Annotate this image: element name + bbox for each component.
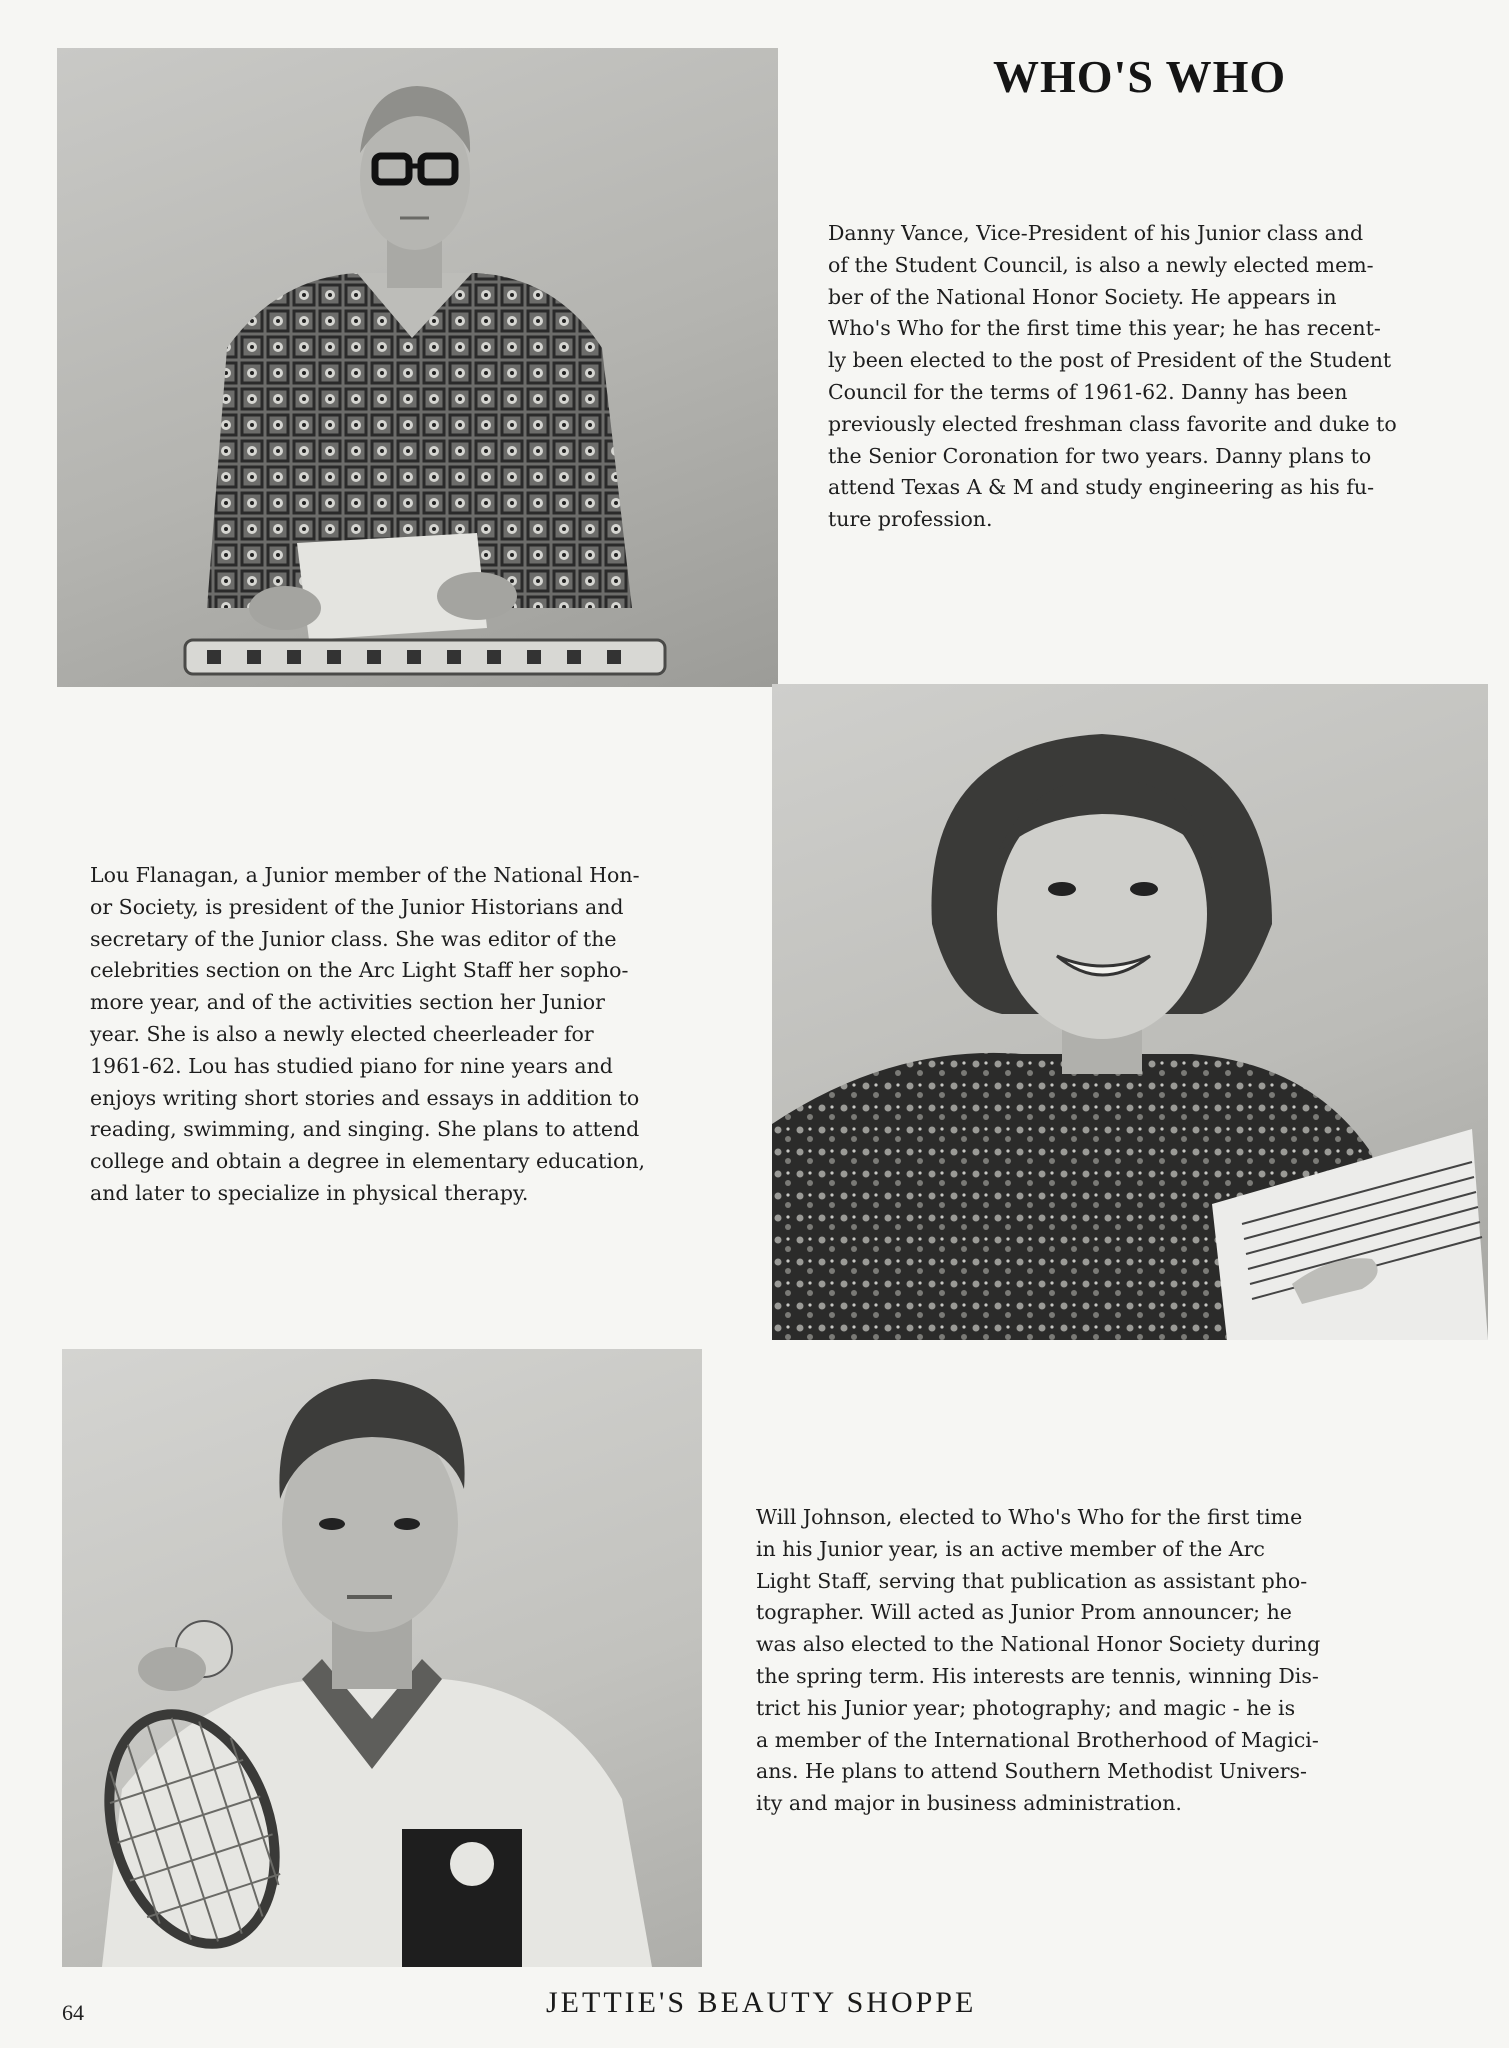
bio-danny-vance <box>828 218 1398 536</box>
portrait-photo-danny-vance <box>57 48 778 687</box>
bio-line: Light Staff, serving that publication as assistant pho- <box>756 1568 1308 1593</box>
bio-will-johnson <box>756 1502 1336 1820</box>
bio-line: enjoys writing short stories and essays in addition to <box>90 1085 640 1110</box>
bio-line: and later to specialize in physical therapy. <box>90 1180 529 1205</box>
sponsor-ad: JETTIE'S BEAUTY SHOPPE <box>546 1986 977 2019</box>
bio-line: 1961-62. Lou has studied piano for nine years and <box>90 1053 613 1078</box>
bio-line: of the Student Council, is also a newly elected mem- <box>828 252 1374 277</box>
bio-line: tographer. Will acted as Junior Prom announcer; he <box>756 1600 1292 1625</box>
page-title: WHO'S WHO <box>993 51 1287 102</box>
bio-line: was also elected to the National Honor Society during <box>756 1632 1321 1657</box>
bio-line: attend Texas A & M and study engineering as his fu- <box>828 475 1374 500</box>
bio-line: in his Junior year, is an active member of the Arc <box>756 1536 1265 1561</box>
bio-line: ber of the National Honor Society. He appears in <box>828 284 1337 309</box>
portrait-illustration <box>57 48 778 687</box>
bio-line: college and obtain a degree in elementary education, <box>90 1149 646 1174</box>
bio-line: ly been elected to the post of President of the Student <box>828 348 1392 373</box>
bio-line: or Society, is president of the Junior Historians and <box>90 894 624 919</box>
bio-line: celebrities section on the Arc Light Staff her sopho- <box>90 958 629 983</box>
page-number: 64 <box>62 2000 84 2025</box>
bio-line: the Senior Coronation for two years. Danny plans to <box>828 443 1372 468</box>
bio-line: Danny Vance, Vice-President of his Junior class and <box>828 221 1364 245</box>
bio-line: Lou Flanagan, a Junior member of the National Hon- <box>90 863 640 887</box>
bio-line: ans. He plans to attend Southern Methodist Univers- <box>756 1759 1307 1784</box>
portrait-photo-will-johnson <box>62 1349 702 1967</box>
bio-line: Will Johnson, elected to Who's Who for the first time <box>756 1505 1303 1529</box>
bio-line: reading, swimming, and singing. She plans to attend <box>90 1117 640 1142</box>
portrait-illustration <box>772 684 1488 1340</box>
bio-line: Who's Who for the first time this year; he has recent- <box>828 316 1381 341</box>
portrait-illustration <box>62 1349 702 1967</box>
bio-line: previously elected freshman class favorite and duke to <box>828 411 1397 436</box>
bio-line: Council for the terms of 1961-62. Danny has been <box>828 379 1348 404</box>
bio-line: secretary of the Junior class. She was editor of the <box>90 926 617 951</box>
bio-line: the spring term. His interests are tennis, winning Dis- <box>756 1663 1319 1688</box>
bio-line: ture profession. <box>828 507 993 532</box>
portrait-photo-lou-flanagan <box>772 684 1488 1340</box>
bio-line: a member of the International Brotherhood of Magici- <box>756 1727 1319 1752</box>
bio-line: trict his Junior year; photography; and magic - he is <box>756 1695 1296 1720</box>
bio-line: ity and major in business administration. <box>756 1791 1182 1816</box>
bio-line: year. She is also a newly elected cheerleader for <box>90 1021 594 1046</box>
bio-line: more year, and of the activities section her Junior <box>90 990 605 1015</box>
bio-lou-flanagan <box>90 860 722 1210</box>
